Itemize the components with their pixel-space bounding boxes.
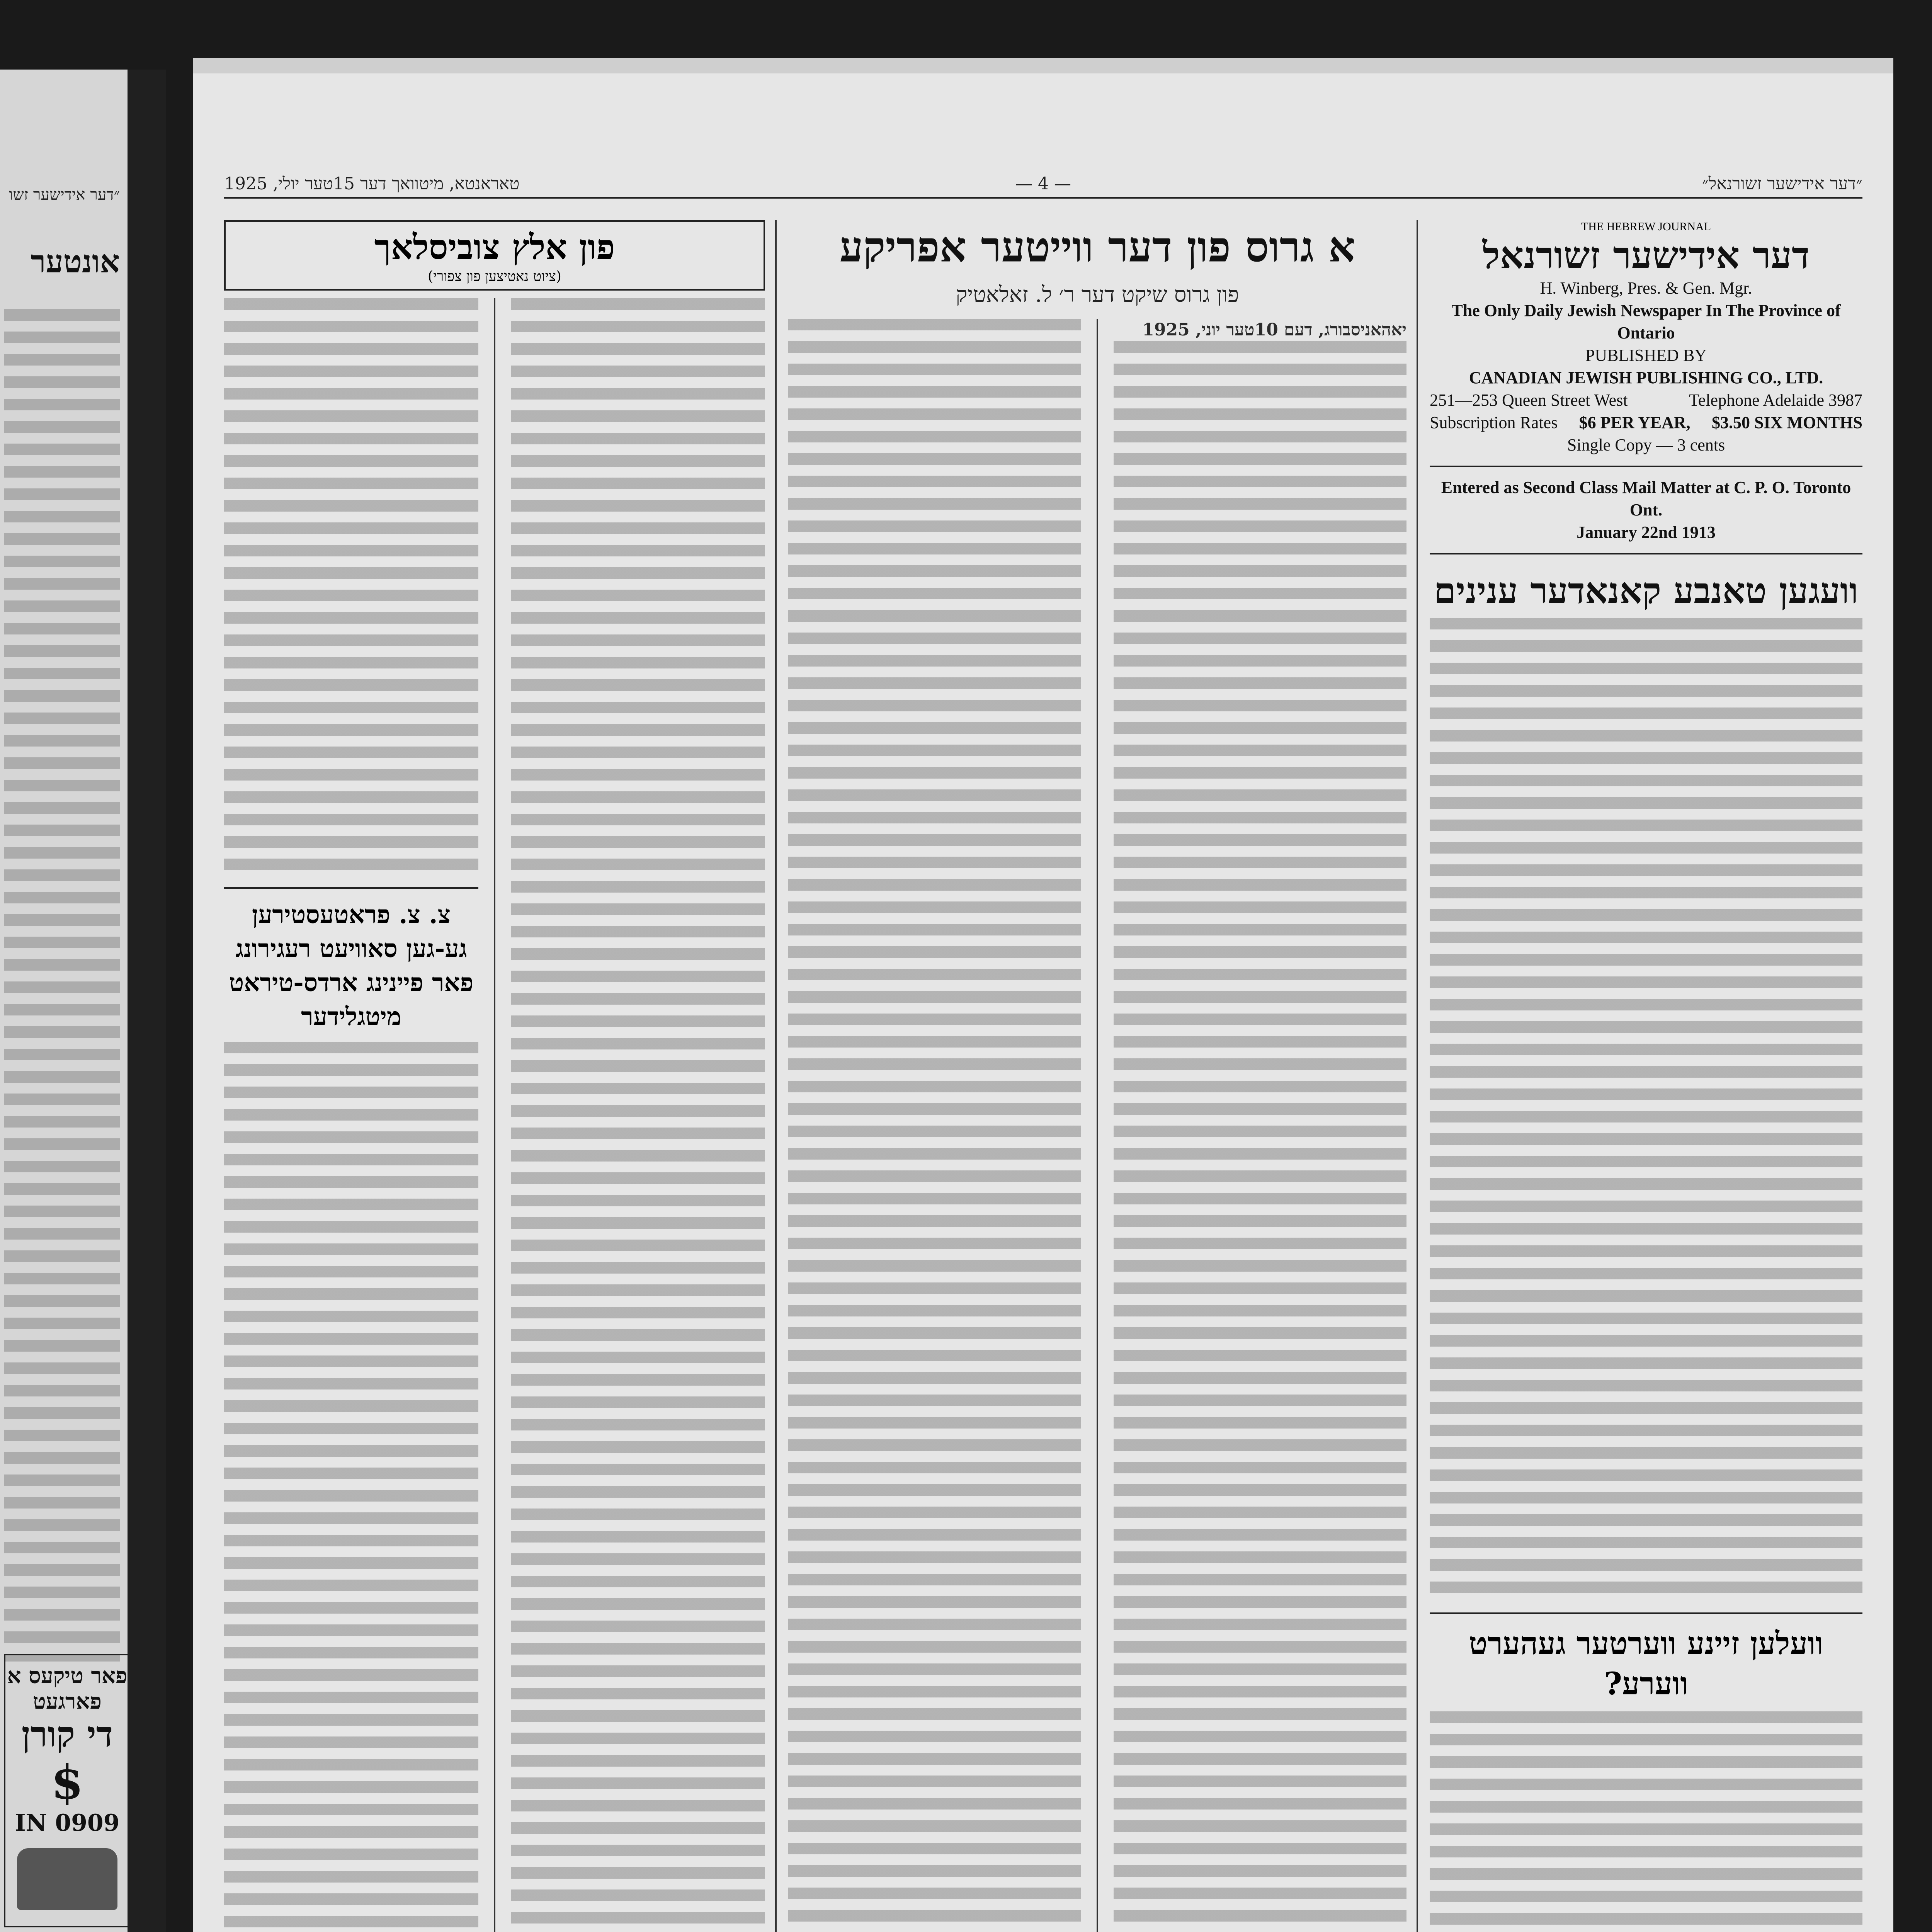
feature-text-col-2 [788,319,1081,1932]
masthead-rate-year: $6 PER YEAR, [1579,413,1690,432]
miscellany-column [224,220,765,1932]
car-illustration [17,1848,117,1910]
news-headline: צ. צ. פראטעסטירען גע-גען סאוויעט רעגירונג פאר פיינינג ארדס-טיראט מיטגלידער [229,900,474,1031]
neighbor-ad-phone: IN 0909 [15,1810,120,1837]
feature-byline: פון גרוס שיקט דער ר׳ ל. זאלאטיק [956,282,1239,307]
folio-paper-name: ״דער אידישער זשורנאל״ [1702,174,1862,194]
editorial-headline: וועגען טאנבע קאנאדער ענינים [1434,570,1859,612]
masthead-title: דער אידישער זשורנאל [1482,233,1810,277]
editorial-section2-headline: וועלען זיינע ווערטער געהערט ווערע? [1469,1625,1823,1702]
neighbor-ad [4,1654,131,1927]
masthead-rate-six: $3.50 SIX MONTHS [1712,413,1862,432]
editorial-column [1430,220,1862,1932]
neighbor-folio: ״דער אידישער זשו [9,186,120,204]
feature-article [788,220,1406,1932]
newspaper-page [193,58,1893,1932]
masthead-address: 251—253 Queen Street West [1430,391,1628,410]
masthead-single-copy: Single Copy — 3 cents [1567,435,1725,454]
masthead-published-by: PUBLISHED BY [1585,346,1707,365]
miscellany-text-col-1 [511,298,765,1932]
masthead-telephone: Telephone Adelaide 3987 [1689,391,1862,410]
editorial-body-text [1430,618,1862,1603]
miscellany-text-col-2a [224,298,478,878]
miscellany-headline: פון אלץ צוביסלאך [374,227,615,267]
masthead-company: CANADIAN JEWISH PUBLISHING CO., LTD. [1469,368,1823,387]
miscellany-tag: (ציוט נאטיצען פון צפורי) [428,269,561,284]
neighbor-ad-price: $ [51,1755,83,1810]
masthead-small-label: THE HEBREW JOURNAL [1581,220,1711,233]
neighbor-ad-name: די קורן [21,1714,113,1755]
neighbor-page-fragment [0,70,166,1932]
masthead-publisher: H. Winberg, Pres. & Gen. Mgr. [1540,279,1752,298]
miscellany-text-col-2b [224,1042,478,1932]
neighbor-heading: אונטער [31,243,120,280]
miscellany-headline-box [224,220,765,291]
feature-headline: א גרוס פון דער ווייטער אפריקע [839,223,1355,272]
masthead-entered-date: January 22nd 1913 [1577,523,1716,542]
feature-text-col-1 [1114,341,1406,1932]
folio-page-number: — 4 — [1015,174,1071,194]
masthead-tagline: The Only Daily Jewish Newspaper In The Province of Ontario [1451,301,1841,342]
masthead-subscription: Subscription Rates [1430,413,1558,432]
neighbor-ad-heading: פאר טיקעס א פארגעט [7,1663,128,1714]
page-folio [224,174,1862,199]
masthead-info [1430,277,1862,544]
folio-date: טאראנטא, מיטוואך דער 15טער יולי, 1925 [224,174,520,194]
editorial-section2-text [1430,1711,1862,1932]
feature-dateline: יאהאניסבורג, דעם 10טער יוני, 1925 [1142,320,1406,340]
masthead-entered: Entered as Second Class Mail Matter at C. P. O. Toronto Ont. [1441,478,1851,519]
neighbor-body-text [4,309,120,1662]
